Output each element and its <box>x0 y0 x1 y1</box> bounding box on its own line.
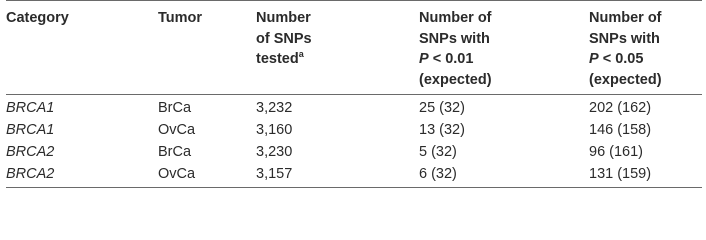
p-threshold: < 0.05 <box>598 51 644 67</box>
cell-p-001: 6 (32) <box>419 163 589 188</box>
cell-p-005: 202 (162) <box>589 100 652 116</box>
header-p-001: Number of SNPs with P < 0.01 (expected) <box>419 1 589 95</box>
cell-tumor: BrCa <box>158 100 192 116</box>
header-tumor: Tumor <box>158 1 256 95</box>
table-row <box>6 141 702 163</box>
header-p-005: Number of SNPs with P < 0.05 (expected) <box>589 1 702 95</box>
cell-p-001: 13 (32) <box>419 122 465 138</box>
table-row <box>6 119 702 141</box>
snp-results-table <box>6 0 702 188</box>
cell-category: BRCA2 <box>6 163 158 188</box>
cell-p-005: 146 (158) <box>589 122 652 138</box>
p-symbol: P <box>419 51 429 67</box>
header-snps-tested-label: tested <box>256 51 299 67</box>
p-threshold: < 0.01 <box>428 51 474 67</box>
cell-snps-tested: 3,157 <box>256 163 419 188</box>
cell-category: BRCA2 <box>6 144 55 160</box>
cell-category: BRCA1 <box>6 100 55 116</box>
cell-p-001: 5 (32) <box>419 144 457 160</box>
snp-results-table-container <box>6 0 702 188</box>
cell-snps-tested: 3,232 <box>256 100 293 116</box>
cell-tumor: OvCa <box>158 163 256 188</box>
cell-category: BRCA1 <box>6 122 55 138</box>
cell-snps-tested: 3,230 <box>256 144 293 160</box>
table-row <box>6 95 702 120</box>
cell-tumor: BrCa <box>158 144 192 160</box>
header-snps-tested: Number of SNPs tested$^a$ <box>256 1 419 95</box>
table-row <box>6 163 702 188</box>
cell-p-005: 96 (161) <box>589 144 644 160</box>
table-header-row <box>6 1 702 95</box>
cell-p-005: 131 (159) <box>589 163 702 188</box>
cell-tumor: OvCa <box>158 122 196 138</box>
header-category: Category <box>6 1 158 95</box>
cell-p-001: 25 (32) <box>419 100 465 116</box>
cell-snps-tested: 3,160 <box>256 122 293 138</box>
footnote-marker: a <box>298 49 304 59</box>
p-symbol: P <box>589 51 599 67</box>
